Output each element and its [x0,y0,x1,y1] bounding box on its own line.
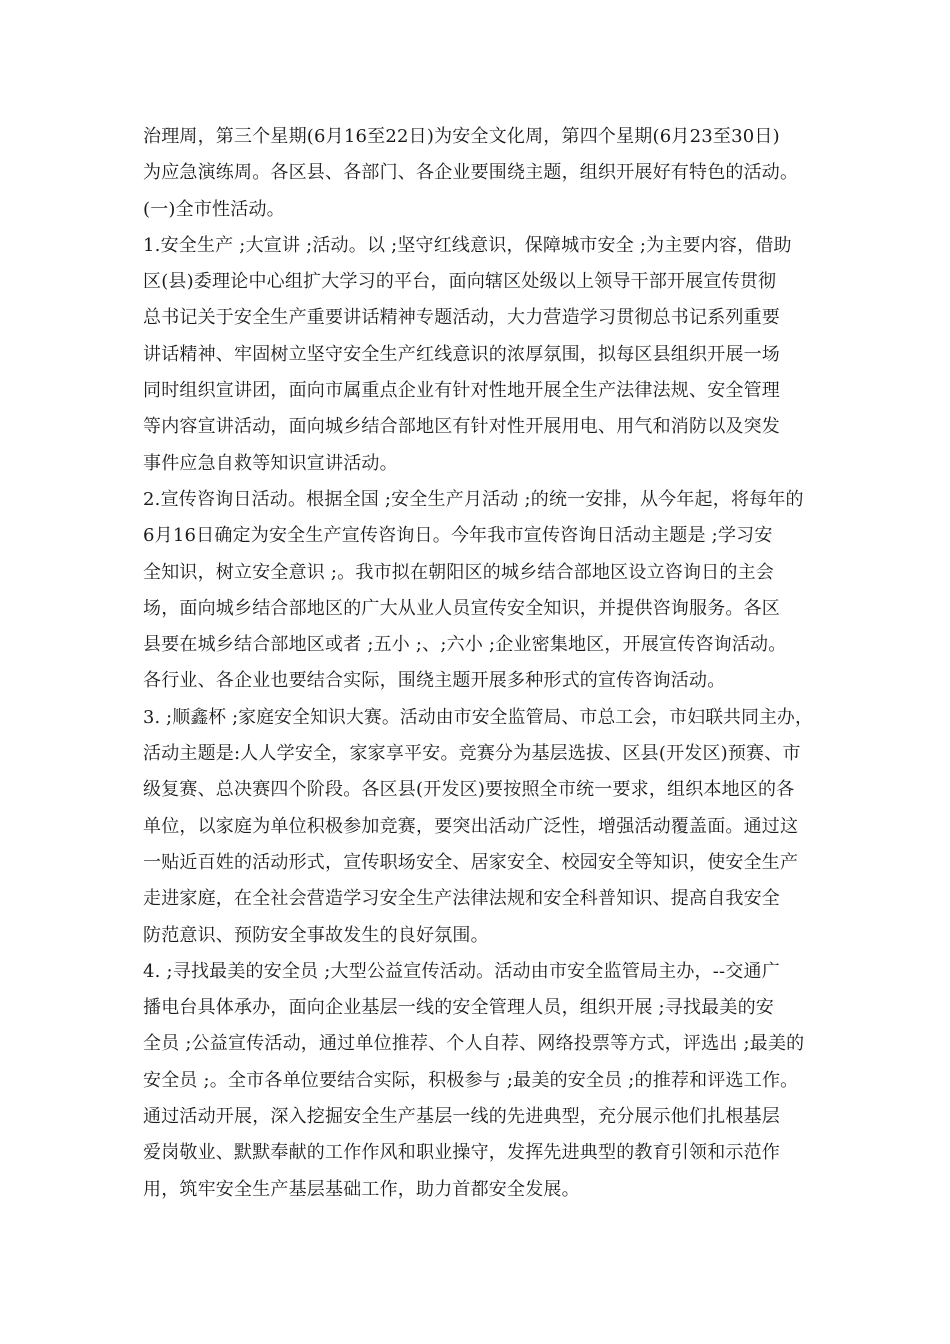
text-line: 为应急演练周。各区县、各部门、各企业要围绕主题，组织开展好有特色的活动。 [143,162,799,184]
text-line: 场，面向城乡结合部地区的广大从业人员宣传安全知识，并提供咨询服务。各区 [143,597,780,619]
text-line: 3. ;顺鑫杯 ;家庭安全知识大赛。活动由市安全监管局、市总工会，市妇联共同主办， [143,706,813,728]
text-line: 单位，以家庭为单位积极参加竞赛，要突出活动广泛性，增强活动覆盖面。通过这 [143,815,799,837]
text-line: 一贴近百姓的活动形式，宣传职场安全、居家安全、校园安全等知识，使安全生产 [143,851,799,873]
text-line: 2.宣传咨询日活动。根据全国 ;安全生产月活动 ;的统一安排，从今年起，将每年的 [143,488,804,510]
text-line: 事件应急自救等知识宣讲活动。 [143,452,398,474]
text-line: 4. ;寻找最美的安全员 ;大型公益宣传活动。活动由市安全监管局主办，--交通广 [143,960,780,982]
text-line: 爱岗敬业、默默奉献的工作作风和职业操守，发挥先进典型的教育引领和示范作 [143,1142,780,1164]
text-line: 用，筑牢安全生产基层基础工作，助力首都安全发展。 [143,1178,580,1200]
text-line: 6月16日确定为安全生产宣传咨询日。今年我市宣传咨询日活动主题是 ;学习安 [143,525,773,547]
text-line: 区(县)委理论中心组扩大学习的平台，面向辖区处级以上领导干部开展宣传贯彻 [143,271,777,293]
text-line: 通过活动开展，深入挖掘安全生产基层一线的先进典型，充分展示他们扎根基层 [143,1106,780,1128]
text-line: 级复赛、总决赛四个阶段。各区县(开发区)要按照全市统一要求，组织本地区的各 [143,779,795,801]
text-line: 等内容宣讲活动，面向城乡结合部地区有针对性开展用电、用气和消防以及突发 [143,416,780,438]
text-line: 安全员 ;。全市各单位要结合实际，积极参与 ;最美的安全员 ;的推荐和评选工作。 [143,1069,799,1091]
text-line: 走进家庭，在全社会营造学习安全生产法律法规和安全科普知识、提高自我安全 [143,888,780,910]
text-line: 全知识，树立安全意识 ;。我市拟在朝阳区的城乡结合部地区设立咨询日的主会 [143,561,774,583]
text-line: 播电台具体承办，面向企业基层一线的安全管理人员，组织开展 ;寻找最美的安 [143,997,774,1019]
text-line: 县要在城乡结合部地区或者 ;五小 ;、;六小 ;企业密集地区，开展宣传咨询活动。 [143,634,787,656]
text-line: 1.安全生产 ;大宣讲 ;活动。以 ;坚守红线意识，保障城市安全 ;为主要内容，借助 [143,234,792,256]
text-line: 总书记关于安全生产重要讲话精神专题活动，大力营造学习贯彻总书记系列重要 [143,307,780,329]
text-line: 防范意识、预防安全事故发生的良好氛围。 [143,924,489,946]
text-line: 同时组织宣讲团，面向市属重点企业有针对性地开展全生产法律法规、安全管理 [143,380,780,402]
text-line: 治理周，第三个星期(6月16至22日)为安全文化周，第四个星期(6月23至30日) [143,126,780,147]
text-line: 全员 ;公益宣传活动，通过单位推荐、个人自荐、网络投票等方式，评选出 ;最美的 [143,1033,805,1055]
text-line: 讲话精神、牢固树立坚守安全生产红线意识的浓厚氛围，拟每区县组织开展一场 [143,343,780,365]
text-line: 活动主题是:人人学安全，家家享平安。竞赛分为基层选拔、区县(开发区)预赛、市 [143,743,801,765]
document-body [143,119,813,1208]
text-line: 各行业、各企业也要结合实际，围绕主题开展多种形式的宣传咨询活动。 [143,670,726,692]
text-line: (一)全市性活动。 [143,198,285,220]
